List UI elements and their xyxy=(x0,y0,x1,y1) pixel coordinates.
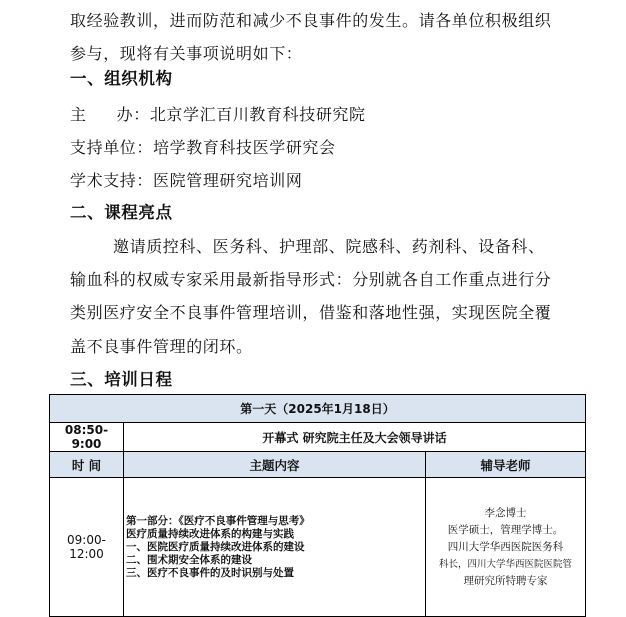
column-header-row xyxy=(50,452,586,478)
intro-line-1: 取经验教训，进而防范和减少不良事件的发生。请各单位积极组织 xyxy=(70,11,552,30)
support-value: 培学教育科技医学研究会 xyxy=(153,138,336,157)
session-teacher xyxy=(426,478,586,617)
highlights-line-2: 输血科的权威专家采用最新指导形式：分别就各自工作重点进行分 xyxy=(70,270,552,289)
teacher-line: 医学硕士，管理学博士。 xyxy=(447,523,564,536)
session-topic xyxy=(124,478,426,617)
topic-line: 三、医疗不良事件的及时识别与处置 xyxy=(126,566,294,579)
topic-line: 第一部分：《医疗不良事件管理与思考》 xyxy=(126,514,310,527)
teacher-line: 四川大学华西医院医务科 xyxy=(447,540,564,553)
host-label-part-b: 办： xyxy=(116,105,150,124)
opening-time: 08:50-9:00 xyxy=(50,423,124,452)
host-label-part-a: 主 xyxy=(70,105,87,124)
highlights-line-1: 邀请质控科、医务科、护理部、院感科、药剂科、设备科、 xyxy=(113,237,545,256)
section-heading-highlights: 二、课程亮点 xyxy=(70,203,173,222)
highlights-line-3: 类别医疗安全不良事件管理培训，借鉴和落地性强，实现医院全覆 xyxy=(70,303,552,322)
col-header-topic: 主题内容 xyxy=(124,452,426,478)
highlights-line-4: 盖不良事件管理的闭环。 xyxy=(70,337,253,356)
topic-line: 一、医院医疗质量持续改进体系的建设 xyxy=(126,540,305,553)
host-value: 北京学汇百川教育科技研究院 xyxy=(149,105,366,124)
day-row xyxy=(50,395,586,423)
topic-line: 二、围术期安全体系的建设 xyxy=(126,553,252,566)
session-row xyxy=(50,478,586,617)
col-header-time: 时 间 xyxy=(50,452,124,478)
topic-line: 医疗质量持续改进体系的构建与实践 xyxy=(126,527,294,540)
teacher-line: 理研究所特聘专家 xyxy=(463,574,548,587)
day-title: 第一天（2025年1月18日） xyxy=(50,395,586,423)
opening-text: 开幕式 研究院主任及大会领导讲话 xyxy=(124,423,586,452)
session-time: 09:00-12:00 xyxy=(50,478,124,617)
teacher-line: 科长，四川大学华西医院医院管 xyxy=(439,558,573,570)
opening-row xyxy=(50,423,586,452)
host-row xyxy=(70,105,366,125)
academic-value: 医院管理研究培训网 xyxy=(153,171,303,190)
academic-label: 学术支持： xyxy=(70,171,154,190)
support-label: 支持单位： xyxy=(70,138,154,157)
academic-row xyxy=(70,171,302,191)
intro-line-2: 参与，现将有关事项说明如下： xyxy=(70,44,303,63)
section-heading-schedule: 三、培训日程 xyxy=(70,370,173,389)
teacher-line: 李念博士 xyxy=(484,506,527,519)
schedule-table xyxy=(49,394,586,617)
section-heading-organization: 一、组织机构 xyxy=(70,69,173,88)
col-header-teacher: 辅导老师 xyxy=(426,452,586,478)
support-row xyxy=(70,138,336,158)
